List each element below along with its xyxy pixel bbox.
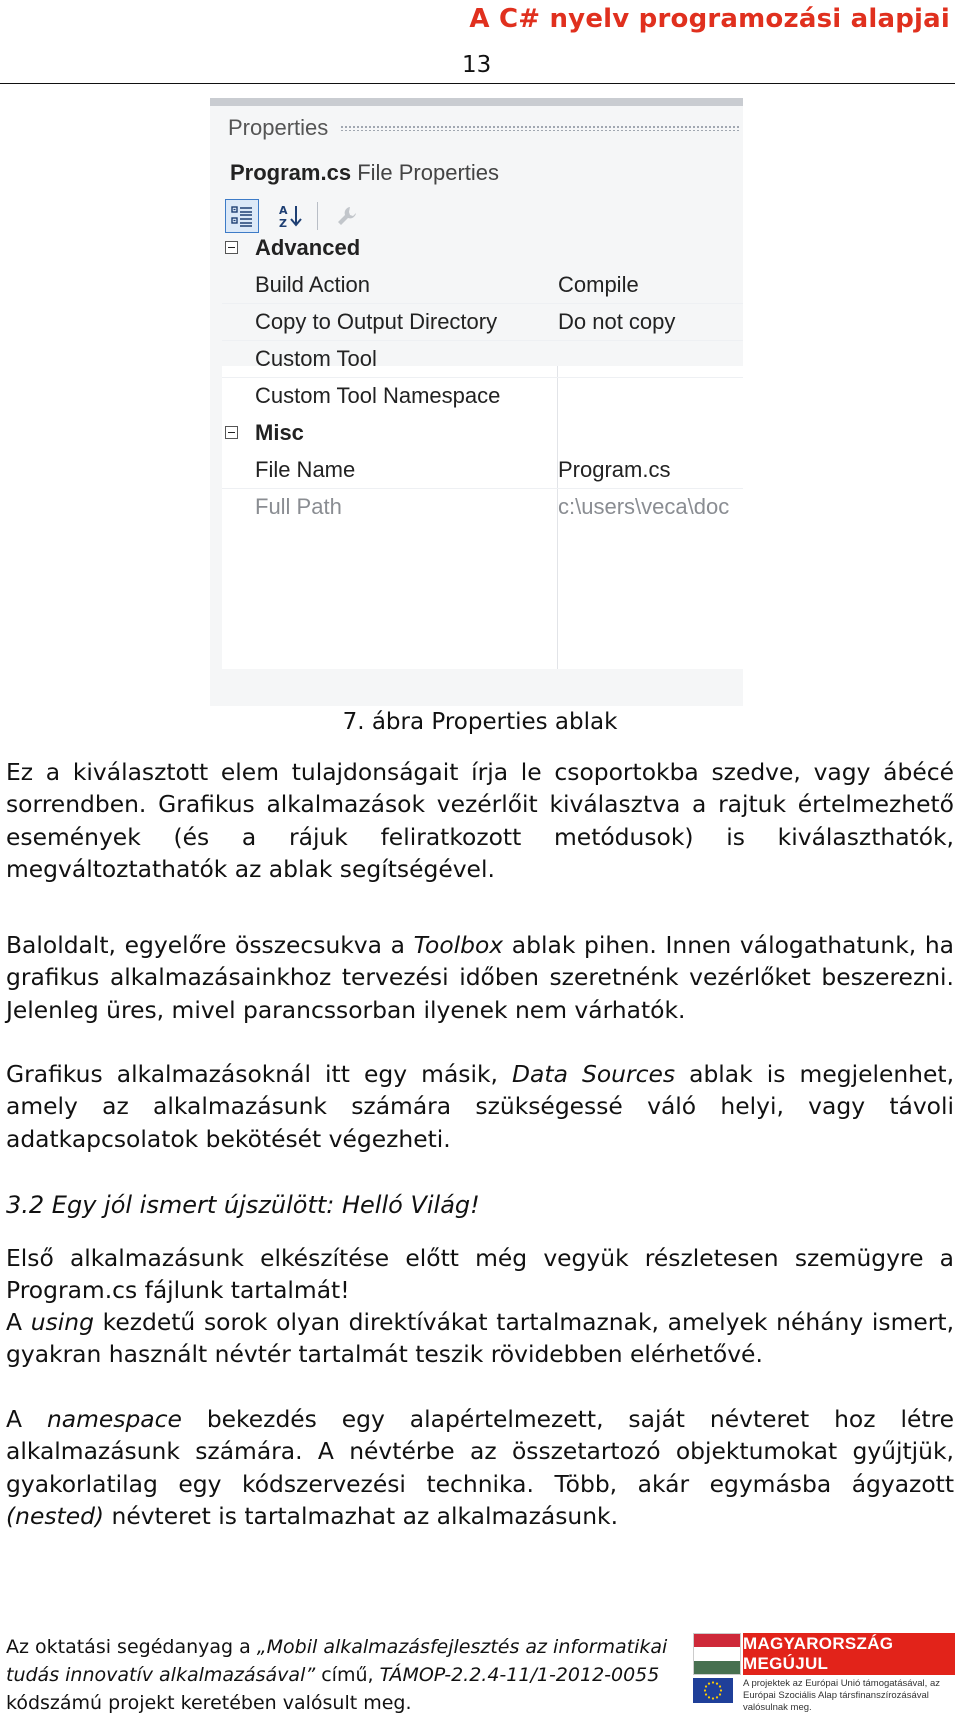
namespace-keyword: namespace <box>46 1405 182 1433</box>
using-keyword: using <box>30 1308 94 1336</box>
figure-caption: 7. ábra Properties ablak <box>342 709 618 735</box>
eu-flag-icon <box>693 1678 733 1703</box>
property-name: Full Path <box>255 494 342 519</box>
window-top-border <box>210 98 743 106</box>
property-row-full-path[interactable] <box>210 489 743 526</box>
property-value[interactable]: Do not copy <box>558 309 676 334</box>
text-run: című, <box>315 1664 380 1686</box>
alphabetical-button[interactable] <box>274 199 308 233</box>
toolbox-term: Toolbox <box>413 931 504 959</box>
grid-line <box>222 488 743 489</box>
paragraph-using <box>6 1306 954 1371</box>
title-grip <box>340 125 740 131</box>
footer-note <box>6 1633 686 1717</box>
header-rule <box>0 83 955 84</box>
wrench-icon <box>335 204 359 228</box>
text-run: névteret is tartalmazhat az alkalmazásunk. <box>104 1501 619 1530</box>
paragraph-properties-description: Ez a kiválasztott elem tulajdonságait írja le csoportokba szedve, vagy ábécé sorrendben. Grafikus alkalmazások vezérlőit kiválasztva a rajtuk értelmezhető események (és a rájuk feliratkozott metódusok) is kiválaszthatók, megváltoztathatók az ablak segítségével. <box>6 758 954 883</box>
text-run: bekezdés egy alapértelmezett, saját névteret hoz létre alkalmazásunk számára. A névtérbe az összetartozó objektumokat gyűjtjük, gyakorlatilag egy kódszervezési technika. Több, akár egymásba ágyazott <box>6 1405 954 1498</box>
property-value[interactable]: Program.cs <box>558 457 671 482</box>
nested-term: (nested) <box>6 1501 105 1530</box>
property-value: c:\users\veca\doc <box>558 494 730 519</box>
text-run: ablak is megjelenhet, amely az alkalmazásunk számára szükségessé váló helyi, vagy távoli adatkapcsolatok bekötését végezheti. <box>6 1060 954 1153</box>
property-row-file-name[interactable] <box>210 452 743 489</box>
logo-banner: MAGYARORSZÁG MEGÚJUL <box>743 1633 955 1675</box>
property-row-custom-tool-namespace[interactable] <box>210 378 743 415</box>
category-misc[interactable] <box>210 415 743 452</box>
property-name: Copy to Output Directory <box>255 309 498 334</box>
object-name: Program.cs <box>230 160 352 185</box>
footer-project-title: „Mobil alkalmazásfejlesztés az informatikai tudás innovatív alkalmazásával” <box>6 1636 668 1686</box>
property-row-build-action[interactable] <box>210 267 743 304</box>
paragraph-toolbox <box>6 929 954 1026</box>
property-name: File Name <box>255 457 356 482</box>
grid-line <box>222 303 743 304</box>
properties-window-figure <box>210 98 743 706</box>
property-pages-button[interactable] <box>330 199 364 233</box>
object-selector[interactable] <box>230 160 499 186</box>
property-row-copy-to-output[interactable] <box>210 304 743 341</box>
grid-line <box>222 377 743 378</box>
svg-text:A: A <box>279 204 288 217</box>
property-name: Custom Tool Namespace <box>255 383 501 408</box>
grid-line <box>222 340 743 341</box>
footer-project-code: TÁMOP-2.2.4-11/1-2012-0055 <box>379 1664 660 1686</box>
collapse-icon[interactable] <box>225 241 238 254</box>
text-run: Baloldalt, egyelőre összecsukva a <box>6 931 414 959</box>
collapse-icon[interactable] <box>225 426 238 439</box>
property-name: Custom Tool <box>255 346 377 371</box>
categorized-button[interactable] <box>225 199 259 233</box>
data-sources-term: Data Sources <box>512 1060 676 1088</box>
text-run: kódszámú projekt keretében valósult meg. <box>6 1692 412 1714</box>
paragraph-namespace <box>6 1403 954 1532</box>
section-heading: 3.2 Egy jól ismert újszülött: Helló Világ! <box>6 1191 480 1219</box>
text-run: A <box>6 1405 47 1433</box>
text-run: kezdetű sorok olyan direktívákat tartalmaznak, amelyek néhány ismert, gyakran használt névtér tartalmát teszik rövidebben elérhetővé. <box>6 1308 955 1369</box>
property-value[interactable]: Compile <box>558 272 639 297</box>
text-run: A <box>6 1308 31 1336</box>
category-advanced[interactable] <box>210 230 743 267</box>
toolbar-separator <box>317 202 318 230</box>
text-run: Az oktatási segédanyag a <box>6 1636 257 1658</box>
text-run: ablak pihen. Innen válogathatunk, ha grafikus alkalmazásainkhoz tervezési időben szeretnénk vezérlőket beszerezni. Jelenleg üres, mivel parancssorban ilyenek nem várhatók. <box>6 931 954 1024</box>
paragraph-data-sources <box>6 1058 954 1155</box>
page-number: 13 <box>462 52 492 78</box>
svg-text:Z: Z <box>279 217 287 229</box>
text-run: Grafikus alkalmazásoknál itt egy másik, <box>6 1060 513 1088</box>
hungarian-flag-icon <box>693 1633 741 1675</box>
alphabetical-sort-icon <box>278 203 304 229</box>
header-title: A C# nyelv programozási alapjai <box>469 4 950 34</box>
category-label: Misc <box>255 420 304 445</box>
property-row-custom-tool[interactable] <box>210 341 743 378</box>
categorized-icon <box>230 204 254 228</box>
funding-logo <box>693 1633 955 1713</box>
properties-title: Properties <box>228 115 329 140</box>
paragraph-first-app: Első alkalmazásunk elkészítése előtt még vegyük részletesen szemügyre a Program.cs fájlunk tartalmát! <box>6 1244 954 1305</box>
category-label: Advanced <box>255 235 361 260</box>
logo-note: A projektek az Európai Unió támogatásával, az Európai Szociális Alap társfinanszírozásával valósulnak meg. <box>743 1678 940 1713</box>
property-name: Build Action <box>255 272 370 297</box>
object-type: File Properties <box>357 160 500 185</box>
